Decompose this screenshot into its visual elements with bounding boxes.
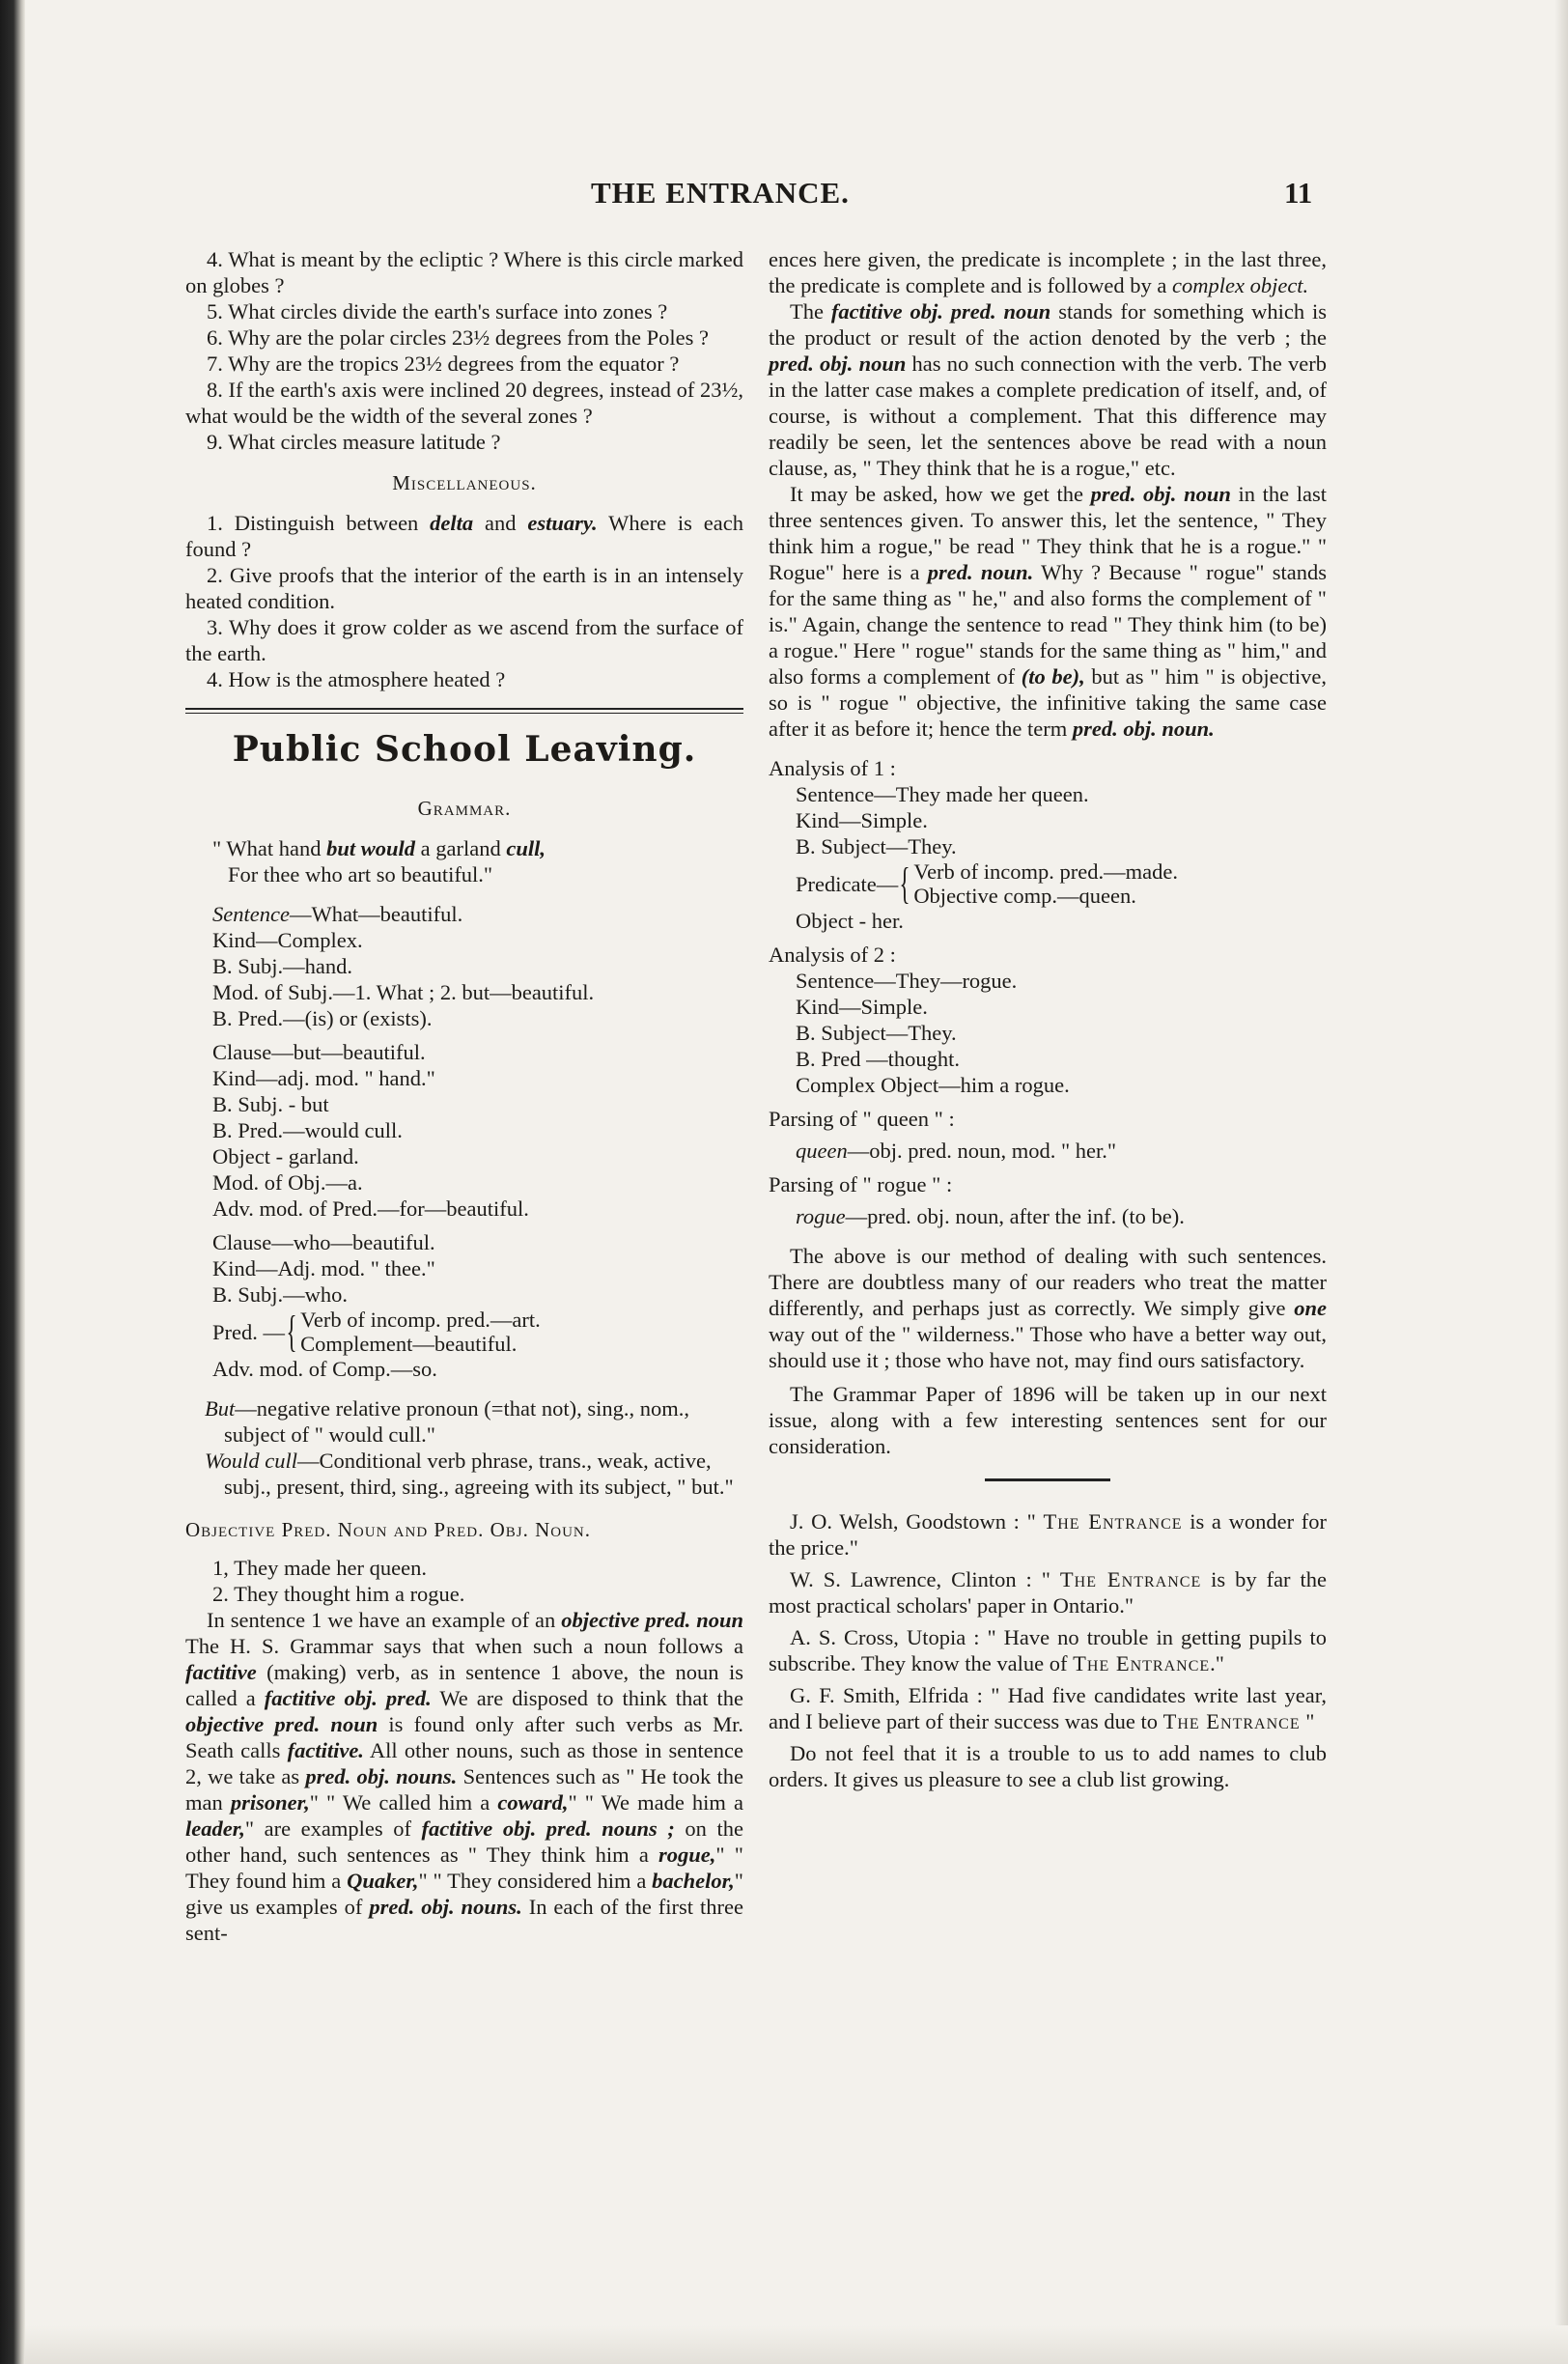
analysis-line: Kind—adj. mod. " hand.": [212, 1066, 435, 1090]
testimonial: A. S. Cross, Utopia : " Have no trouble in getting pupils to subscribe. They know the value of The Entrance.": [769, 1625, 1327, 1675]
section-title: Public School Leaving.: [232, 729, 697, 770]
example-sentence: 1, They made her queen.: [212, 1556, 428, 1580]
brace-icon: {: [286, 1307, 297, 1356]
analysis-line: Sentence—What—beautiful.: [212, 902, 463, 926]
analysis-line: Kind—Simple.: [796, 808, 928, 832]
analysis-2: [769, 942, 1327, 1098]
analysis-line: B. Pred.—(is) or (exists).: [212, 1006, 433, 1030]
clause-analysis: [185, 1229, 743, 1382]
question-item: 3. Why does it grow colder as we ascend from the surface of the earth.: [185, 615, 743, 665]
parsing-queen: [769, 1106, 1327, 1164]
example-sentence: 2. They thought him a rogue.: [212, 1582, 465, 1606]
page-edge-bottom: [25, 2325, 1568, 2364]
analysis-line: Adv. mod. of Pred.—for—beautiful.: [212, 1196, 529, 1221]
miscellaneous-heading: Miscellaneous.: [392, 471, 537, 494]
paragraph: It may be asked, how we get the pred. obj. noun in the last three sentences given. To answer this, let the sentence, " They think him a rogue," be read " They think that he is a rogue." " Rogue" here is a pred. noun. Why ? Because " rogue" stands for the same thing as " he," and also forms the complement of " is." Again, change the sentence to read " They think him (to be) a rogue." Here " rogue" stands for the same thing as " him," and also forms a complement of (to be), but as " him " is objective, so is " rogue " objective, the infinitive taking the same case after it as before it; hence the term pred. obj. noun.: [769, 482, 1328, 741]
analysis-line: B. Subj.—hand.: [212, 954, 353, 978]
analysis-line: Object - garland.: [212, 1144, 359, 1168]
analysis-line: Kind—Complex.: [212, 928, 363, 952]
objective-heading: Objective Pred. Noun and Pred. Obj. Noun.: [185, 1518, 592, 1541]
explanation-paragraph: In sentence 1 we have an example of an objective pred. noun The H. S. Grammar says that when such a noun follows a factitive (making) verb, as in sentence 1 above, the noun is called a factitive obj. pred. We are disposed to think that the objective pred. noun is found only after such verbs as Mr. Seath calls factitive. All other nouns, such as those in sentence 2, we take as pred. obj. nouns. Sentences such as " He took the man prisoner," " We called him a coward," " We made him a leader," are examples of factitive obj. pred. nouns ; on the other hand, such sentences as " They think him a rogue," " They found him a Quaker," " They considered him a bachelor," give us examples of pred. obj. nouns. In each of the first three sent-: [185, 1608, 744, 1945]
analysis-line: Mod. of Subj.—1. What ; 2. but—beautiful.: [212, 980, 595, 1004]
question-item: 2. Give proofs that the interior of the earth is in an intensely heated condition.: [185, 563, 743, 613]
page-header: [0, 176, 1568, 224]
analysis-line: B. Subject—They.: [796, 834, 957, 858]
parsing-notes: [185, 1395, 743, 1500]
page-number: 11: [1284, 176, 1313, 210]
parsing-title: Parsing of " rogue " :: [769, 1172, 953, 1196]
analysis-line: Mod. of Obj.—a.: [212, 1170, 363, 1195]
note-item: But—negative relative pronoun (=that not), sing., nom., subject of " would cull.": [205, 1396, 689, 1447]
predicate-brace-group: [796, 859, 1327, 908]
predicate-brace-group: [212, 1308, 743, 1356]
analysis-line: Kind—Simple.: [796, 995, 928, 1019]
question-item: 4. How is the atmosphere heated ?: [207, 667, 506, 691]
question-item: 4. What is meant by the ecliptic ? Where is this circle marked on globes ?: [185, 247, 743, 297]
binding-edge: [0, 0, 25, 2364]
right-column: [769, 246, 1327, 1792]
brace-label: Pred. —: [212, 1319, 285, 1344]
analysis-line: Adv. mod. of Comp.—so.: [212, 1357, 437, 1381]
analysis-line: B. Pred.—would cull.: [212, 1118, 403, 1142]
brace-item: Objective comp.—queen.: [913, 884, 1136, 908]
brace-label: Predicate—: [796, 871, 899, 896]
parsing-rogue: [769, 1171, 1327, 1229]
note-item: Would cull—Conditional verb phrase, trans., weak, active, subj., present, third, sing., agreeing with its subject, " but.": [205, 1449, 734, 1499]
page-edge-right: [1554, 0, 1568, 2364]
testimonial: G. F. Smith, Elfrida : " Had five candidates write last year, and I believe part of their success was due to The Entrance ": [769, 1683, 1327, 1733]
analysis-line: Complex Object—him a rogue.: [796, 1073, 1070, 1097]
poem-quote: [185, 835, 743, 887]
quote-line: For thee who art so beautiful.": [228, 862, 493, 886]
question-item: 1. Distinguish between delta and estuary. Where is each found ?: [185, 511, 743, 561]
testimonial: W. S. Lawrence, Clinton : " The Entrance is by far the most practical scholars' paper in Ontario.": [769, 1567, 1327, 1618]
parsing-title: Parsing of " queen " :: [769, 1107, 955, 1131]
question-item: 8. If the earth's axis were inclined 20 degrees, instead of 23½, what would be the width of the several zones ?: [185, 378, 743, 428]
analysis-line: Object - her.: [796, 909, 904, 933]
analysis-title: Analysis of 1 :: [769, 756, 896, 780]
question-item: 9. What circles measure latitude ?: [207, 430, 501, 454]
question-item: 6. Why are the polar circles 23½ degrees from the Poles ?: [207, 325, 710, 350]
divider: [985, 1478, 1110, 1481]
analysis-line: B. Subj.—who.: [212, 1282, 349, 1307]
sentence-analysis: [185, 901, 743, 1031]
clause-analysis: [185, 1039, 743, 1222]
testimonial: J. O. Welsh, Goodstown : " The Entrance is a wonder for the price.": [769, 1509, 1327, 1560]
analysis-title: Analysis of 2 :: [769, 943, 896, 967]
parsing-line: queen—obj. pred. noun, mod. " her.": [796, 1139, 1117, 1163]
paragraph: ences here given, the predicate is incomplete ; in the last three, the predicate is complete and is followed by a complex object.: [769, 247, 1327, 297]
geography-questions: [185, 246, 743, 455]
running-title: THE ENTRANCE.: [591, 176, 850, 210]
analysis-line: Sentence—They—rogue.: [796, 969, 1018, 993]
brace-item: Complement—beautiful.: [300, 1332, 518, 1356]
analysis-line: Sentence—They made her queen.: [796, 782, 1089, 806]
left-column: [185, 246, 743, 1946]
paragraph: The above is our method of dealing with such sentences. There are doubtless many of our readers who treat the matter differently, and perhaps just as correctly. We simply give one way out of the " wilderness." Those who have a better way out, should use it ; those who have not, may find ours satisfactory.: [769, 1244, 1327, 1372]
paragraph: Do not feel that it is a trouble to us to add names to club orders. It gives us pleasure to see a club list growing.: [769, 1741, 1327, 1791]
question-item: 7. Why are the tropics 23½ degrees from the equator ?: [207, 352, 680, 376]
analysis-line: B. Subject—They.: [796, 1021, 957, 1045]
analysis-line: B. Subj. - but: [212, 1092, 329, 1116]
parsing-line: rogue—pred. obj. noun, after the inf. (to be).: [796, 1204, 1185, 1228]
quote-line: " What hand but would a garland cull,: [212, 836, 546, 860]
analysis-line: Clause—who—beautiful.: [212, 1230, 435, 1254]
grammar-heading: Grammar.: [417, 797, 512, 820]
brace-item: Verb of incomp. pred.—art.: [300, 1308, 541, 1332]
analysis-line: Kind—Adj. mod. " thee.": [212, 1256, 435, 1280]
section-divider: [185, 708, 743, 714]
paragraph: The factitive obj. pred. noun stands for something which is the product or result of the action denoted by the verb ; the pred. obj. noun has no such connection with the verb. The verb in the latter case makes a complete predication of itself, and, of course, is without a complement. That this difference may readily be seen, let the sentences above be read with a noun clause, as, " They think that he is a rogue," etc.: [769, 299, 1327, 480]
brace-icon: {: [899, 858, 910, 908]
question-item: 5. What circles divide the earth's surface into zones ?: [207, 299, 668, 324]
analysis-line: Clause—but—beautiful.: [212, 1040, 426, 1064]
miscellaneous-questions: [185, 510, 743, 692]
analysis-line: B. Pred —thought.: [796, 1047, 961, 1071]
paragraph: The Grammar Paper of 1896 will be taken up in our next issue, along with a few interesting sentences sent for our consideration.: [769, 1382, 1327, 1458]
brace-item: Verb of incomp. pred.—made.: [913, 859, 1178, 884]
analysis-1: [769, 755, 1327, 934]
